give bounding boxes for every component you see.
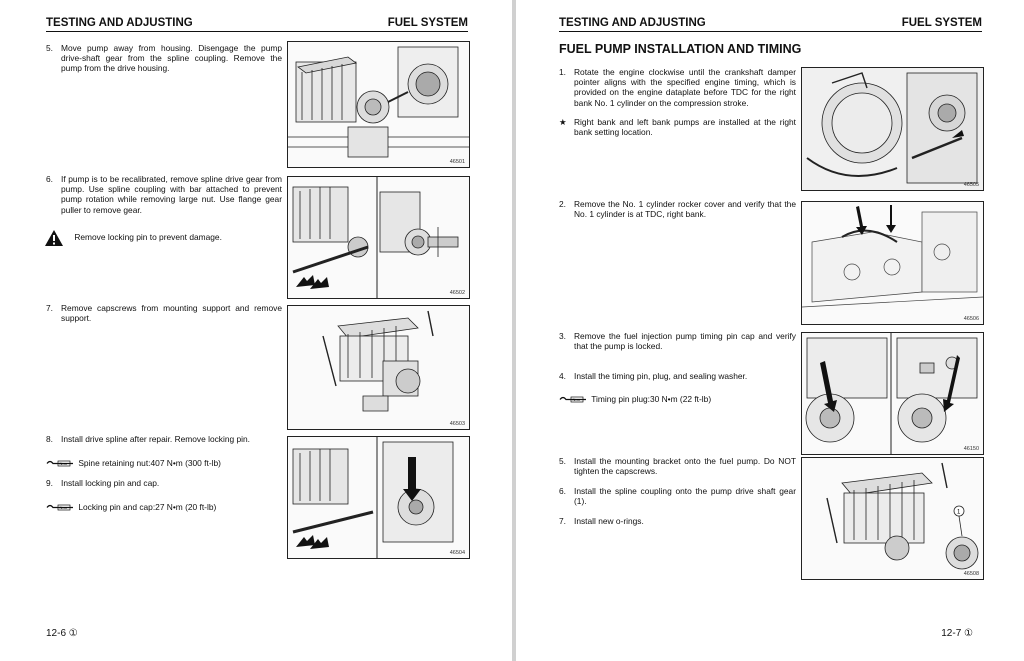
torque-wrench-icon: [46, 503, 74, 512]
torque-timing-pin-plug: N•m Timing pin plug:30 N•m (22 ft-lb): [559, 394, 711, 404]
section-title: FUEL PUMP INSTALLATION AND TIMING: [559, 42, 802, 56]
header-section: TESTING AND ADJUSTING: [46, 17, 193, 29]
step-6: 6. If pump is to be recalibrated, remove spline drive gear from pump. Use spline coupling with bar attached to prevent pump rotation while removing large nut. Use flange gear puller to remove gear.: [46, 174, 282, 215]
header-chapter: FUEL SYSTEM: [901, 17, 982, 29]
step-5: 5. Install the mounting bracket onto the fuel pump. Do NOT tighten the capscrews.: [559, 456, 796, 477]
figure-crankshaft-damper: 46505: [801, 67, 984, 191]
step-7: 7. Remove capscrews from mounting support and remove support.: [46, 303, 282, 324]
svg-text:N•m: N•m: [59, 505, 68, 511]
figure-spline-coupling: 1 46508: [801, 457, 984, 580]
timing-pin-illustration: [802, 333, 983, 454]
figure-rocker-cover: 46506: [801, 201, 984, 325]
step-2: 2. Remove the No. 1 cylinder rocker cover and verify that the No. 1 cylinder is at TDC, right bank.: [559, 199, 796, 220]
step-3: 3. Remove the fuel injection pump timing pin cap and verify that the pump is locked.: [559, 331, 796, 352]
step-7: 7. Install new o-rings.: [559, 516, 644, 526]
spline-coupling-illustration: [802, 458, 983, 579]
torque-wrench-icon: [559, 395, 587, 404]
step-9: 9. Install locking pin and cap.: [46, 478, 160, 488]
crankshaft-damper-illustration: [802, 68, 983, 190]
step-6: 6. Install the spline coupling onto the pump drive shaft gear (1).: [559, 486, 796, 507]
step-1: 1. Rotate the engine clockwise until the crankshaft damper pointer aligns with the specified engine timing, which is provided on the engine dataplate before TDC for the right bank No. 1 cylinder on the compression stroke.: [559, 67, 796, 108]
figure-spline-gear: 46502: [287, 176, 470, 299]
spline-gear-illustration: [288, 177, 469, 298]
svg-text:N•m: N•m: [59, 461, 68, 467]
figure-drive-spline: 46504: [287, 436, 470, 559]
warning-triangle-icon: [44, 229, 64, 247]
rocker-cover-illustration: [802, 202, 983, 324]
step-5: 5. Move pump away from housing. Disengage the pump drive-shaft gear from the spline coupling. Remove the pump from the drive housing.: [46, 43, 282, 74]
figure-pump-removal: 46501: [287, 41, 470, 168]
callout-1: 1: [957, 509, 961, 516]
mounting-support-illustration: [288, 306, 469, 429]
header-section: TESTING AND ADJUSTING: [559, 17, 706, 29]
note-bank-pumps: ★ Right bank and left bank pumps are installed at the right bank setting location.: [559, 117, 796, 138]
header-chapter: FUEL SYSTEM: [387, 17, 468, 29]
drive-spline-illustration: [288, 437, 469, 558]
page-header: [46, 17, 468, 32]
step-4: 4. Install the timing pin, plug, and sealing washer.: [559, 371, 748, 381]
figure-mounting-support: 46503: [287, 305, 470, 430]
page-number: 12-6 ①: [46, 628, 78, 639]
right-page: [516, 0, 1024, 661]
page-number: 12-7 ①: [941, 628, 973, 639]
torque-locking-pin-cap: N•m Locking pin and cap:27 N•m (20 ft-lb): [46, 502, 216, 512]
figure-timing-pin: 46150: [801, 332, 984, 455]
pump-removal-illustration: [288, 42, 469, 167]
step-8: 8. Install drive spline after repair. Remove locking pin.: [46, 434, 250, 444]
torque-wrench-icon: [46, 459, 74, 468]
page-header: [559, 17, 982, 32]
torque-spine-retaining-nut: N•m Spine retaining nut:407 N•m (300 ft-lb): [46, 458, 221, 468]
svg-text:N•m: N•m: [572, 397, 581, 403]
warning-note: Remove locking pin to prevent damage.: [44, 229, 280, 247]
